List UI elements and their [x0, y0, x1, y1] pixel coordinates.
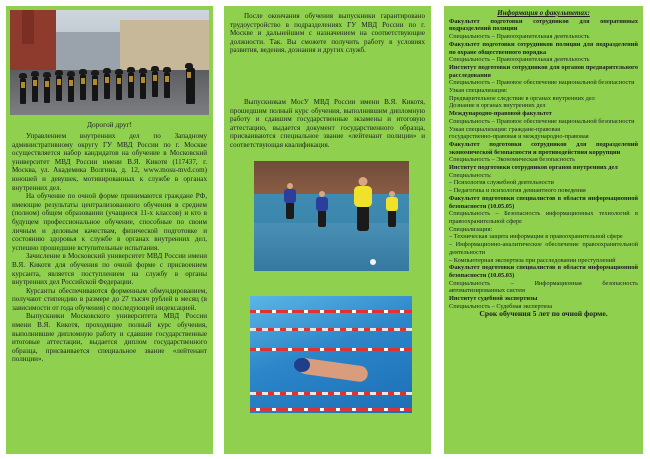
faculty-detail: – Психология служебной деятельности	[449, 179, 554, 187]
cadet	[20, 78, 26, 104]
faculty-detail: Специальность – Информационная безопасность автоматизированных систем	[449, 279, 638, 295]
faculty-name: Институт подготовки сотрудников для органов предварительного расследования	[449, 63, 638, 79]
cadet	[140, 73, 146, 99]
faculty-name: Факультет подготовки специалистов в области информационной безопасности (10.05.03)	[449, 264, 638, 279]
faculty-detail: Узкая специализация: граждане-правовая	[449, 125, 561, 133]
lane-rope	[250, 310, 412, 313]
paragraph: Зачисление в Московский университет МВД России имени В.Я. Кикотя для обучения по очной форме с присвоением курсанта, является поступлением на службу в органы внутренних дел Российской Федерации.	[12, 252, 207, 287]
left-body-text	[12, 132, 207, 364]
player	[316, 191, 328, 227]
cadet	[152, 71, 158, 97]
faculty-name: Институт подготовки сотрудников органов внутренних дел	[449, 164, 618, 172]
swim-cap	[294, 358, 310, 372]
faculty-detail: Предварительное следствие в органах внутренних дел	[449, 94, 595, 102]
faculty-detail: Специальность – Экономическая безопасность	[449, 156, 575, 164]
left-panel	[6, 6, 213, 454]
swimming-pool-photo	[250, 296, 412, 413]
study-duration: Срок обучения 5 лет по очной форме.	[479, 309, 608, 319]
cadet	[80, 74, 86, 100]
paragraph: Управлением внутренних дел по Западному административному округу ГУ МВД России по г. Москве осуществляется набор кандидатов на обучение в Московский университет МВД России имени В.Я. Кикотя (117437, г. Москва, ул. Академика Волгина, д. 12, www.mosu-mvd.com) юношей и девушек, мотивированных к службе в органах внутренних дел.	[12, 132, 207, 192]
faculty-name: Факультет подготовки специалистов в области информационной безопасности (10.05.05)	[449, 194, 638, 210]
cadet	[104, 73, 110, 99]
middle-panel	[224, 6, 431, 454]
cadet	[186, 68, 195, 104]
ball	[370, 259, 376, 265]
faculty-list	[449, 18, 638, 311]
gray-building	[56, 32, 120, 70]
tower	[22, 10, 34, 44]
faculty-detail: Дознание в органах внутренних дел	[449, 102, 546, 110]
court-floor	[254, 223, 409, 271]
cadet	[56, 75, 62, 101]
faculty-detail: Специальность – Правовое обеспечение национальной безопасности	[449, 117, 635, 125]
faculty-detail: Специальность – Судебная экспертиза	[449, 302, 553, 310]
paragraph: На обучение по очной форме принимаются граждане РФ, имеющие результаты централизованного обучения в среднем (полном) общем образовании (учащиеся 11-х классов) и кто в будущем профессиональное обучение, способные по своим личным и деловым качествам, физической подготовке и состоянию здоровья к службе в органах внутренних дел, успешно прошедшие вступительные испытания.	[12, 192, 207, 252]
faculty-name: Факультет подготовки сотрудников для подразделений экономической безопасности и противодействия коррупции	[449, 140, 638, 156]
faculty-name: Международно-правовой факультет	[449, 110, 552, 118]
cadet	[32, 76, 38, 102]
faculty-detail: Специальность – Правоохранительная деятельность	[449, 56, 590, 64]
greeting: Дорогой друг!	[86, 120, 133, 129]
middle-text-bottom	[230, 98, 425, 150]
right-panel	[444, 6, 643, 454]
faculty-detail: Специальность:	[449, 171, 492, 179]
faculty-detail: Специальность – Безопасность информационных технологий в правоохранительной сфере	[449, 210, 638, 225]
faculty-detail: Специальность – Правоохранительная деятельность	[449, 33, 590, 41]
paragraph: Выпускникам МосУ МВД России имени В.Я. Кикотя, прошедшим полный курс обучения, выполнившим дипломную работу и сдавшим государственные экзамены и итоговую аттестацию, выдается документ государственного образца, присваиваются специальное звание «лейтенант полиции» и соответствующая квалификация.	[230, 98, 425, 149]
lane-rope	[250, 392, 412, 395]
cadet	[128, 72, 134, 98]
cadet	[44, 77, 50, 103]
faculty-detail: Специализация:	[449, 225, 493, 233]
paragraph: Выпускники Московского университета МВД России имени В.Я. Кикотя, проходящие полный курс обучения, выполнившие дипломную работу и сдавшие государственные итоговые аттестации, выдается диплом государственного образца, присваивается специальное звание «лейтенант полиции».	[12, 312, 207, 364]
faculty-detail: Специальность – Правовое обеспечение национальной безопасности	[449, 79, 635, 87]
faculty-heading: Информация о факультетах:	[497, 9, 590, 17]
faculty-detail: – Техническая защита информации в правоохранительной сфере	[449, 233, 623, 241]
faculty-detail: Узкая специализация:	[449, 87, 508, 95]
player	[284, 183, 296, 219]
tan-building	[120, 20, 209, 70]
cadet	[164, 72, 170, 98]
faculty-name: Факультет подготовки сотрудников полиции для подразделений по охране общественного порядка	[449, 40, 638, 56]
faculty-name: Институт судебной экспертизы	[449, 295, 538, 303]
lane-rope	[250, 328, 412, 331]
cadet	[116, 74, 122, 100]
player	[354, 177, 381, 267]
faculty-detail: – Информационно-аналитическое обеспечение правоохранительной деятельности	[449, 241, 638, 256]
faculty-detail: государственно-правовая и международно-правовая	[449, 133, 589, 141]
lane-rope	[250, 408, 412, 411]
paragraph: После окончания обучения выпускники гарантировано трудоустройство в подразделениях ГУ МВД России по г. Москве и дальнейшим с назначением на соответствующие должности. Так. Вы сможете получить работу в условиях развития, ведения, дознания и других служб.	[230, 12, 425, 55]
middle-text-top	[230, 12, 425, 55]
cadet	[92, 75, 98, 101]
player	[386, 191, 398, 227]
parade-photo	[10, 10, 209, 115]
faculty-info	[449, 10, 638, 318]
faculty-detail: – Компьютерная экспертиза при расследовании преступлений	[449, 256, 616, 264]
faculty-name: Факультет подготовки сотрудников для оперативных подразделений полиции	[449, 17, 638, 33]
paragraph: Курсанты обеспечиваются форменным обмундированием, получают стипендию в размере до 27 тысяч рублей в месяц (в зависимости от года обучения) с последующей индексацией.	[12, 286, 207, 312]
faculty-detail: – Педагогика и психология девиантного поведения	[449, 187, 586, 195]
futsal-photo	[254, 161, 409, 271]
cadet	[68, 76, 74, 102]
lane-rope	[250, 348, 412, 351]
